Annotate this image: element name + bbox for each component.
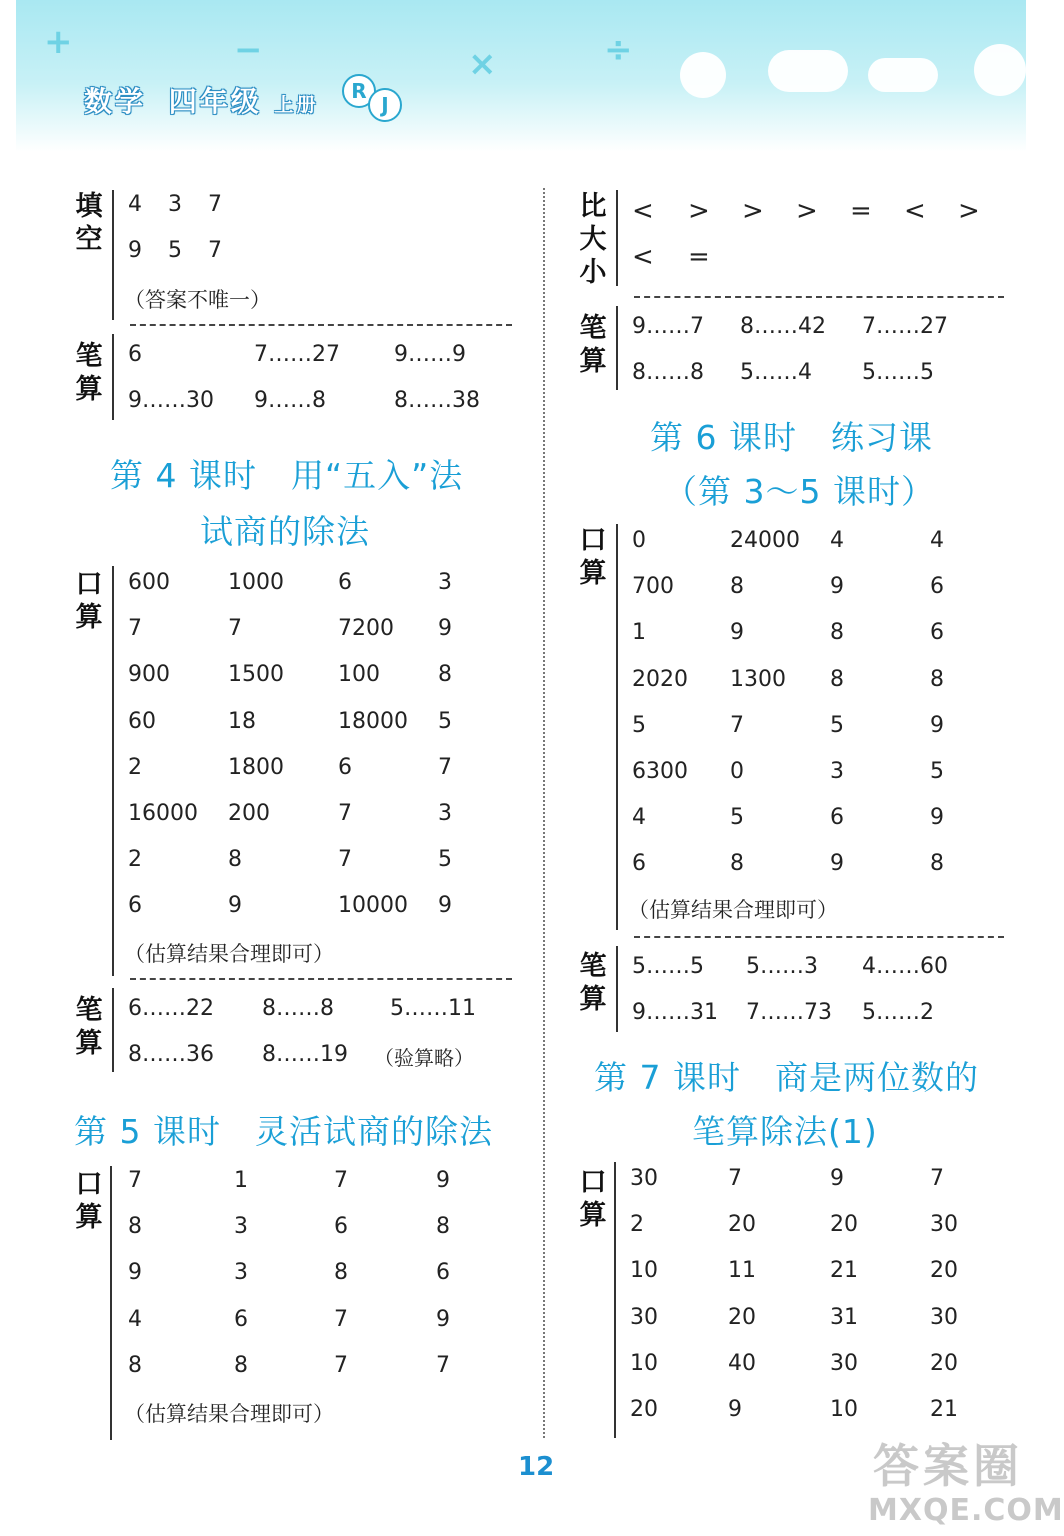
cell: 700 [632,574,674,600]
cell: 9……9 [394,342,466,367]
cell: 2 [128,847,142,873]
note: （答案不唯一） [124,288,271,312]
divide-icon: ÷ [604,30,633,70]
cell: 5 [438,708,452,734]
cell: 18000 [338,708,408,734]
cell: 30 [930,1212,958,1238]
cell: 3 [234,1260,248,1286]
cell: 200 [228,801,270,826]
section-rule [112,566,114,976]
cell: 20 [728,1212,756,1238]
cell: 7 [338,847,352,873]
cell: 5……2 [862,1000,934,1025]
lesson6-title-line2: （第 3～5 课时） [664,472,935,511]
cell: 5……4 [740,360,812,385]
sun-icon [680,52,726,98]
section-rule [616,190,618,286]
cell: 1 [632,620,646,646]
cell: 8……36 [128,1042,214,1067]
cell: 9 [438,616,452,642]
subject-text: 数学 [84,85,147,118]
cell: 7……27 [254,342,340,367]
snowflake-icon [974,44,1026,96]
section-label-written: 笔算 [75,341,103,405]
cell: 600 [128,570,170,595]
cell: 9 [830,851,844,877]
cell: 7 [338,801,352,826]
section-label-oral: 口算 [579,525,607,589]
cell: 2020 [632,666,688,692]
cell: 5……5 [862,360,934,385]
section-label-oral: 口算 [75,1169,103,1233]
watermark-logo [868,1438,1064,1534]
page-number: 12 [518,1452,555,1482]
cell: 900 [128,662,170,688]
plus-icon: + [44,22,73,62]
grade-text: 四年级 [168,85,262,118]
watermark-line2: MXQE.COM [868,1493,1064,1528]
cell: 7 [128,1168,142,1193]
cell: 5 [168,238,182,263]
cell: 6 [128,342,142,367]
cell: 8 [128,1214,142,1240]
cell: 8 [730,574,744,600]
cell: 6 [234,1306,248,1332]
cell: 6 [338,570,352,595]
cell: 10 [630,1350,658,1376]
cell: 21 [830,1258,858,1284]
cell: 3 [168,192,182,217]
cell: 6 [930,574,944,600]
cell: 6 [830,805,844,831]
cell: 7 [208,192,222,217]
cell: 9……31 [632,1000,718,1025]
cell: 9……8 [254,388,326,413]
cell: 1800 [228,754,284,780]
cell: < [632,196,654,226]
cell: 7 [334,1168,348,1193]
lesson4-title-line1: 第 4 课时 用“五入”法 [110,456,464,495]
section-rule [616,946,618,1032]
note: （估算结果合理即可） [628,898,838,922]
lesson6-title-line1: 第 6 课时 练习课 [650,418,933,457]
cell: 8 [128,1352,142,1378]
cell: 4 [128,1306,142,1332]
cell: 5 [730,805,744,831]
cell: 8……38 [394,388,480,413]
cell: 30 [930,1304,958,1330]
cell: < [632,242,654,272]
cell: 9 [438,893,452,919]
cell: 100 [338,662,380,688]
cell: 9 [830,574,844,600]
lesson5-title: 第 5 课时 灵活试商的除法 [74,1112,493,1151]
cell: 7 [228,616,242,642]
cell: 7 [436,1352,450,1378]
cell: = [688,242,710,272]
cell: 9……7 [632,314,704,339]
cell: 30 [830,1350,858,1376]
cell: 9……30 [128,388,214,413]
cell: 9 [730,620,744,646]
cell: 24000 [730,528,800,553]
cell: 7 [208,238,222,263]
cell: 3 [830,759,844,784]
header-banner [16,0,1026,152]
cell: 5 [632,712,646,738]
section-rule [110,1166,112,1440]
cell: 16000 [128,801,198,826]
rain-cloud-icon [868,58,938,92]
cell: 20 [830,1212,858,1238]
cell: 9 [128,1260,142,1286]
cell: 7 [730,712,744,738]
cell: 7……27 [862,314,948,339]
cell: 11 [728,1258,756,1284]
cell: > [958,196,980,226]
cell: 5 [830,712,844,738]
cell: 5……5 [632,954,704,979]
cell: 8 [830,666,844,692]
section-rule [616,524,618,930]
cell: 30 [630,1304,658,1330]
cell: 8……8 [262,996,334,1021]
section-label-oral: 口算 [75,569,103,633]
cell: 6 [128,893,142,919]
section-rule [112,190,114,320]
cell: 1500 [228,662,284,688]
dashed-divider [634,296,1004,298]
cell: 10 [630,1258,658,1284]
cell: 4 [632,805,646,831]
cell: 8 [830,620,844,646]
section-label-compare: 比大小 [579,191,607,288]
cell: 7 [728,1166,742,1191]
cell: （验算略） [374,1046,474,1070]
cell: 20 [630,1397,658,1422]
lesson7-title-line2: 笔算除法(1) [692,1112,878,1151]
cell: 8 [334,1260,348,1286]
cell: 31 [830,1304,858,1330]
section-label-fill: 填空 [75,191,103,255]
cell: 6 [334,1214,348,1240]
cell: 9 [128,238,142,263]
cell: 7 [438,754,452,780]
cell: 7 [128,616,142,642]
cell: 3 [234,1214,248,1240]
cell: 7……73 [746,1000,832,1025]
cell: 8 [234,1352,248,1378]
cell: 5 [930,759,944,784]
cell: 10 [830,1397,858,1422]
cell: 8 [438,662,452,688]
cell: 9 [930,712,944,738]
cell: 20 [930,1258,958,1284]
dashed-divider [634,936,1004,938]
cell: > [742,196,764,226]
cell: 4……60 [862,954,948,979]
lesson4-title-line2: 试商的除法 [200,512,370,551]
cell: 3 [438,801,452,826]
cell: 18 [228,708,256,734]
cell: > [688,196,710,226]
cell: 6 [632,851,646,877]
cell: 10000 [338,893,408,919]
section-label-written: 笔算 [579,951,607,1015]
minus-icon: − [234,30,263,70]
cell: 7 [334,1352,348,1378]
dashed-divider [130,978,512,980]
cell: 4 [930,528,944,553]
cell: 0 [632,528,646,553]
cell: 5 [438,847,452,873]
cell: 6300 [632,759,688,784]
cell: 9 [930,805,944,831]
cell: < [904,196,926,226]
cell: > [796,196,818,226]
cell: 20 [728,1304,756,1330]
cell: 30 [630,1166,658,1191]
section-rule [112,334,114,420]
cell: 21 [930,1397,958,1422]
cell: 1 [234,1168,248,1193]
multiply-icon: × [468,44,497,84]
cell: 8 [436,1214,450,1240]
lesson7-title-line1: 第 7 课时 商是两位数的 [594,1058,979,1097]
header-title [84,80,319,120]
cell: 2 [630,1212,644,1238]
cell: 1000 [228,570,284,595]
cell: 4 [128,192,142,217]
cell: 0 [730,759,744,784]
section-label-written: 笔算 [75,995,103,1059]
note: （估算结果合理即可） [124,942,334,966]
rj-badge [342,74,406,118]
cell: 9 [728,1397,742,1422]
cell: 6 [338,754,352,780]
section-rule [112,988,114,1072]
section-rule [614,1162,616,1438]
cell: 8……19 [262,1042,348,1067]
section-label-oral: 口算 [579,1167,607,1231]
cell: 20 [930,1350,958,1376]
cell: 6……22 [128,996,214,1021]
cloud-icon [768,50,848,92]
column-divider [543,188,545,1438]
badge-letter-r: R [342,74,376,108]
cell: 3 [438,570,452,595]
watermark-line1: 答案圈 [873,1439,1023,1493]
cell: 8 [930,666,944,692]
cell: 8……42 [740,314,826,339]
cell: 7 [334,1306,348,1332]
cell: 1300 [730,666,786,692]
cell: 8……8 [632,360,704,385]
badge-letter-j: J [368,88,402,122]
cell: 40 [728,1350,756,1376]
cell: 8 [730,851,744,877]
section-rule [616,306,618,390]
dashed-divider [130,324,512,326]
cell: 8 [228,847,242,873]
cell: 6 [436,1260,450,1286]
cell: 9 [228,893,242,919]
cell: 7 [930,1166,944,1191]
cell: = [850,196,872,226]
cell: 2 [128,754,142,780]
cell: 9 [830,1166,844,1191]
cell: 5……11 [390,996,476,1021]
cell: 4 [830,528,844,553]
cell: 7200 [338,616,394,642]
cell: 6 [930,620,944,646]
cell: 9 [436,1306,450,1332]
cell: 60 [128,708,156,734]
note: （估算结果合理即可） [124,1402,334,1426]
cell: 9 [436,1168,450,1193]
section-label-written: 笔算 [579,313,607,377]
cell: 8 [930,851,944,877]
cell: 5……3 [746,954,818,979]
volume-text: 上册 [274,94,319,116]
